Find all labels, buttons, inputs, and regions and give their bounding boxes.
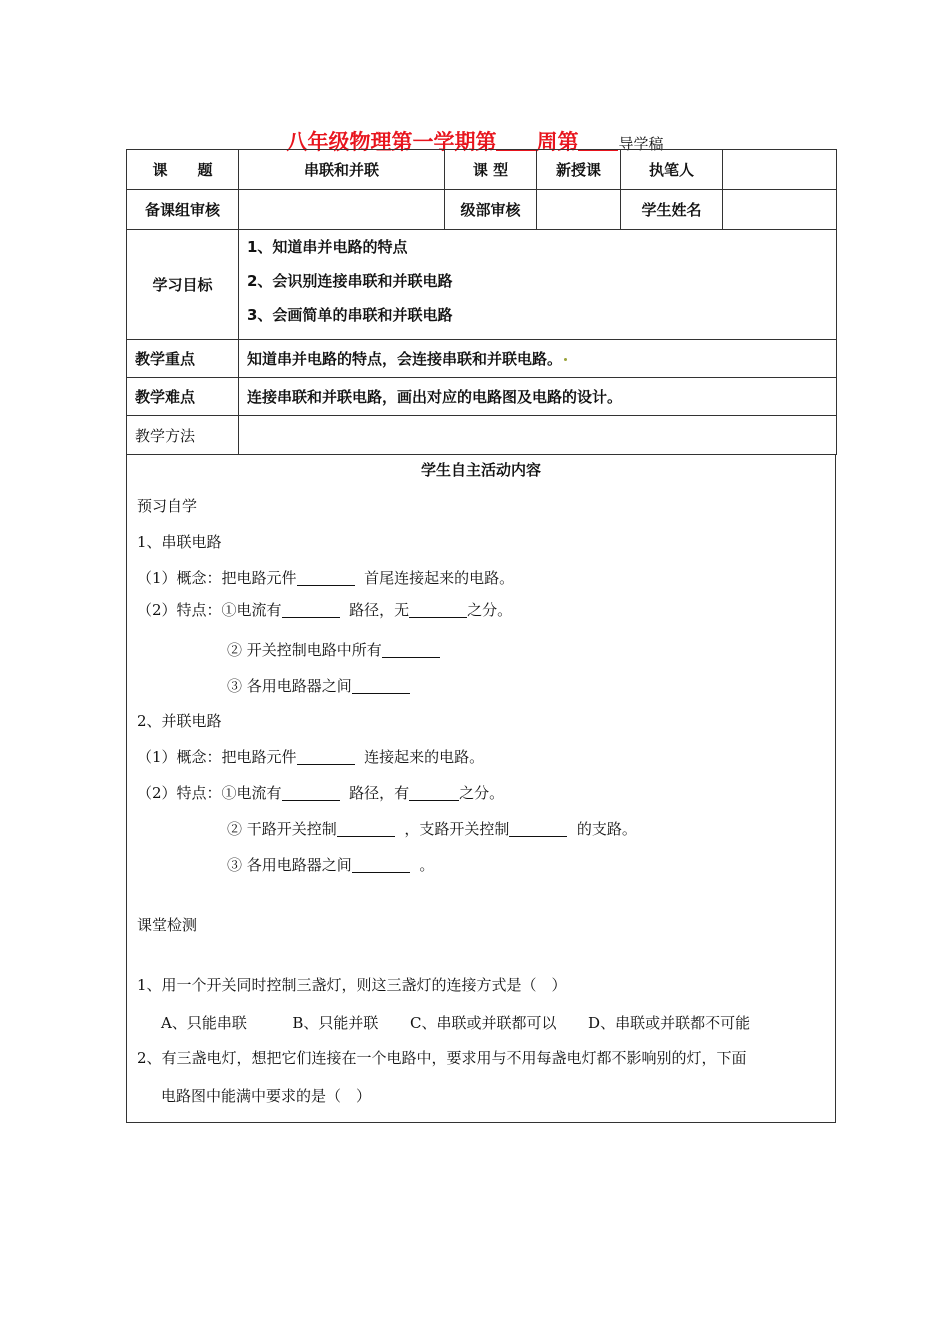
activity-section xyxy=(126,455,836,1123)
parallel-heading: 2、并联电路 xyxy=(137,712,222,730)
question-1-options xyxy=(161,1012,750,1033)
parallel-feature-2: ② 干路开关控制 ，支路开关控制 的支路。 xyxy=(227,820,637,838)
group-review-label: 备课组审核 xyxy=(127,190,239,230)
answer-blank[interactable] xyxy=(509,822,567,837)
student-name-label: 学生姓名 xyxy=(621,190,723,230)
grade-review-label: 级部审核 xyxy=(445,190,537,230)
goal-item: 3、会画简单的串联和并联电路 xyxy=(247,305,453,324)
title-suffix: 导学稿 xyxy=(618,135,664,153)
method-label: 教学方法 xyxy=(127,416,239,455)
grade-review-value[interactable] xyxy=(537,190,621,230)
parallel-feature-3: ③ 各用电路器之间 。 xyxy=(227,856,435,874)
key-point-label: 教学重点 xyxy=(127,340,239,378)
answer-blank[interactable] xyxy=(409,786,459,801)
student-name-value[interactable] xyxy=(723,190,837,230)
series-feature-1: （2）特点：①电流有 路径，无 之分。 xyxy=(137,601,513,619)
answer-blank[interactable] xyxy=(352,679,410,694)
question-1: 1、用一个开关同时控制三盏灯，则这三盏灯的连接方式是（ ） xyxy=(137,976,567,994)
question-2-line-1: 2、有三盏电灯，想把它们连接在一个电路中，要求用与不用每盏电灯都不影响别的灯，下面 xyxy=(137,1049,747,1067)
topic-label: 课 题 xyxy=(127,150,239,190)
title-prefix: 八年级物理第一学期第 xyxy=(286,130,497,154)
parallel-feature-1: （2）特点：①电流有 路径，有 之分。 xyxy=(137,784,505,802)
goals-list xyxy=(239,230,837,340)
author-value[interactable] xyxy=(723,150,837,190)
info-table xyxy=(126,149,837,455)
answer-blank[interactable] xyxy=(409,603,467,618)
title-middle: 周第 xyxy=(536,130,579,154)
difficulty-label: 教学难点 xyxy=(127,378,239,416)
group-review-value[interactable] xyxy=(239,190,445,230)
answer-blank[interactable] xyxy=(282,786,340,801)
question-2-line-2: 电路图中能满中要求的是（ ） xyxy=(161,1087,372,1105)
check-title: 课堂检测 xyxy=(137,916,198,934)
series-feature-2: ② 开关控制电路中所有 xyxy=(227,639,440,660)
answer-blank[interactable] xyxy=(382,643,440,658)
goal-item: 2、会识别连接串联和并联电路 xyxy=(247,271,453,290)
author-label: 执笔人 xyxy=(621,150,723,190)
answer-blank[interactable] xyxy=(337,822,395,837)
goals-label: 学习目标 xyxy=(127,230,239,340)
section-title: 学生自主活动内容 xyxy=(420,461,541,479)
answer-blank[interactable] xyxy=(297,750,355,765)
answer-blank[interactable] xyxy=(352,858,410,873)
method-value[interactable] xyxy=(239,416,837,455)
goal-item: 1、知道串并电路的特点 xyxy=(247,237,408,256)
option-d[interactable]: D、串联或并联都不可能 xyxy=(588,1014,751,1032)
preview-title: 预习自学 xyxy=(137,497,198,515)
series-heading: 1、串联电路 xyxy=(137,533,222,551)
type-value: 新授课 xyxy=(537,150,621,190)
series-feature-3: ③ 各用电路器之间 xyxy=(227,675,410,696)
topic-value: 串联和并联 xyxy=(239,150,445,190)
type-label: 课 型 xyxy=(445,150,537,190)
mark-dot xyxy=(564,358,567,361)
option-a[interactable]: A、只能串联 xyxy=(161,1014,247,1032)
option-c[interactable]: C、串联或并联都可以 xyxy=(410,1014,557,1032)
parallel-concept: （1）概念：把电路元件 连接起来的电路。 xyxy=(137,748,485,766)
difficulty-value: 连接串联和并联电路，画出对应的电路图及电路的设计。 xyxy=(239,378,837,416)
answer-blank[interactable] xyxy=(297,571,355,586)
key-point-value: 知道串并电路的特点，会连接串联和并联电路。 xyxy=(239,340,837,378)
answer-blank[interactable] xyxy=(282,603,340,618)
series-concept: （1）概念：把电路元件 首尾连接起来的电路。 xyxy=(137,569,515,587)
option-b[interactable]: B、只能并联 xyxy=(292,1014,379,1032)
